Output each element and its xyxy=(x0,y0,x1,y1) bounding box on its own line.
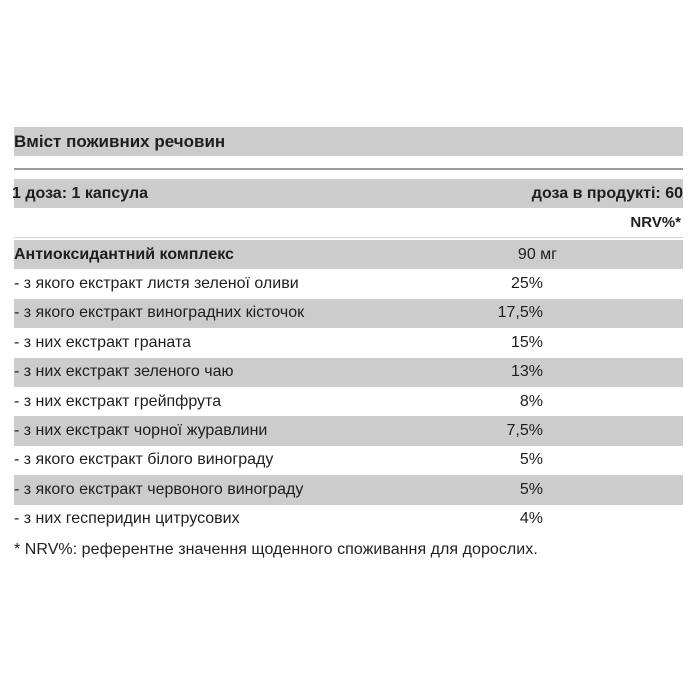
nutrient-value: 7,5% xyxy=(506,422,543,440)
dose-info-bar xyxy=(14,179,683,208)
nutrient-value: 13% xyxy=(510,363,543,381)
nutrient-name: - з якого екстракт виноградних кісточок xyxy=(14,304,305,322)
nutrient-value: 15% xyxy=(510,333,543,351)
nutrition-facts-table xyxy=(14,127,683,559)
nutrient-value: 90 мг xyxy=(517,245,557,263)
nutrient-name: - з якого екстракт листя зеленої оливи xyxy=(14,275,299,293)
nutrient-name: Антиоксидантний комплекс xyxy=(14,245,234,263)
table-row xyxy=(14,505,683,534)
table-row xyxy=(14,446,683,475)
nutrient-name: - з якого екстракт білого винограду xyxy=(14,451,274,469)
nutrient-value: 17,5% xyxy=(497,304,543,322)
table-row xyxy=(14,299,683,328)
nutrient-name: - з них екстракт граната xyxy=(14,333,191,351)
nutrient-name: - з них екстракт зеленого чаю xyxy=(14,363,234,381)
nutrient-value: 8% xyxy=(519,392,543,410)
table-row xyxy=(14,416,683,445)
table-title-bar xyxy=(14,127,683,156)
table-title: Вміст поживних речовин xyxy=(14,132,226,151)
nutrient-value: 4% xyxy=(519,510,543,528)
nutrient-name: - з них екстракт чорної журавлини xyxy=(14,422,268,440)
table-row xyxy=(14,475,683,504)
nutrient-value: 5% xyxy=(519,451,543,469)
header-divider xyxy=(14,237,683,238)
nutrient-value: 5% xyxy=(519,480,543,498)
nutrient-name: - з них гесперидин цитрусових xyxy=(14,510,240,528)
table-row xyxy=(14,387,683,416)
nutrient-name: - з якого екстракт червоного винограду xyxy=(14,480,304,498)
nutrient-value: 25% xyxy=(510,275,543,293)
table-row xyxy=(14,358,683,387)
table-row xyxy=(14,269,683,298)
nrv-column-header: NRV%* xyxy=(630,214,681,231)
nrv-footnote: * NRV%: референтне значення щоденного споживання для дорослих. xyxy=(14,540,538,558)
nutrient-name: - з них екстракт грейпфрута xyxy=(14,392,222,410)
servings-per-container: доза в продукті: 60 xyxy=(531,185,683,202)
title-divider xyxy=(14,168,683,170)
table-row xyxy=(14,240,683,269)
table-row xyxy=(14,328,683,357)
serving-size: 1 доза: 1 капсула xyxy=(12,185,149,202)
